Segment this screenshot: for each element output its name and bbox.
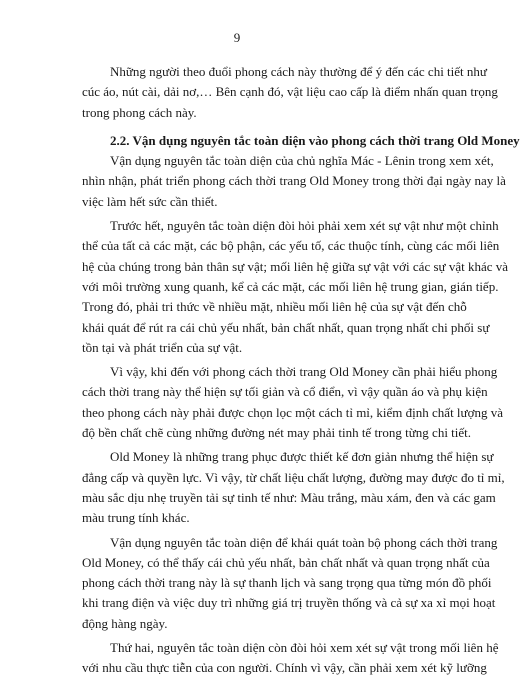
paragraph-4 [82,362,503,443]
text-line: cách thời trang này thể hiện sự tối giản và cổ điển, vì vậy quần áo và phụ kiện [82,384,488,400]
text-line: màu trung tính khác. [82,510,190,526]
text-line: hệ của chúng trong bản thân sự vật; mối liên hệ giữa sự vật với các sự vật khác và [82,258,509,274]
paragraph-1 [82,62,498,123]
text-line: màu sắc dịu nhẹ truyền tải sự tinh tế như: Màu trắng, màu xám, đen và các gam [82,489,496,505]
text-line: Vận dụng nguyên tắc toàn diện của chủ nghĩa Mác - Lênin trong xem xét, [110,153,494,169]
paragraph-6 [82,533,498,634]
text-line: theo phong cách này phải được chọn lọc một cách tỉ mỉ, kiểm định chất lượng và [82,404,503,420]
text-line: tồn tại và phát triển của sự vật. [82,339,243,355]
text-line: đẳng cấp và quyền lực. Vì vậy, từ chất liệu chất lượng, đường may được đo tỉ mỉ, [82,469,505,485]
text-line: Thứ hai, nguyên tắc toàn diện còn đòi hỏi xem xét sự vật trong mối liên hệ [110,640,499,656]
text-line: cúc áo, nút cài, dải nơ,… Bên cạnh đó, vật liệu cao cấp là điểm nhấn quan trọng [82,84,498,100]
text-line: nhìn nhận, phát triển phong cách thời trang Old Money trong thời đại ngày nay là [82,173,506,189]
text-line: trong phong cách này. [82,104,197,120]
text-line: Old Money, có thể thấy cái chủ yếu nhất, bản chất nhất và quan trọng nhất của [82,554,490,570]
text-line: khái quát để rút ra cái chủ yếu nhất, bản chất nhất, quan trọng nhất chi phối sự [82,319,490,335]
text-line: khi trang điện và việc duy trì những giá trị truyền thống và cả sự xa xỉ mọi hoạt [82,595,496,611]
text-line: động hàng ngày. [82,615,168,631]
paragraph-3 [82,216,509,358]
text-line: Vì vậy, khi đến với phong cách thời trang Old Money cần phải hiểu phong [110,364,498,380]
text-line: với nhu cầu thực tiễn của con người. Chính vì vậy, cần phải xem xét kỹ lưỡng [82,660,487,676]
text-line: việc làm hết sức cần thiết. [82,193,218,209]
paragraph-5 [82,447,505,528]
text-line: Trong đó, phải tri thức về nhiều mặt, nhiều mối liên hệ của sự vật đến chỗ [82,299,467,315]
text-line: thể của tất cả các mặt, các bộ phận, các yếu tố, các thuộc tính, cùng các mối liên [82,238,500,254]
text-line: Trước hết, nguyên tắc toàn diện đòi hỏi phải xem xét sự vật như một chỉnh [110,218,499,234]
section-heading [82,131,520,151]
page-number: 9 [233,30,241,45]
paragraph-7 [82,638,499,679]
text-line: độ bền chất chẽ cùng những đường nét may phải tinh tế trong từng chi tiết. [82,425,472,441]
text-line: Những người theo đuổi phong cách này thường để ý đến các chi tiết như [110,64,487,79]
text-line: Vận dụng nguyên tắc toàn diện để khái quát toàn bộ phong cách thời trang [110,534,498,550]
text-line: với môi trường xung quanh, kể cả các mặt, các mối liên hệ trung gian, gián tiếp. [82,278,499,294]
text-line: phong cách thời trang này là sự thanh lịch và sang trọng qua từng món đồ phối [82,575,492,591]
page-body [82,62,520,679]
paragraph-2 [82,151,506,212]
section-heading-text: 2.2. Vận dụng nguyên tắc toàn diện vào phong cách thời trang Old Money [110,132,520,148]
text-line: Old Money là những trang phục được thiết kế đơn giản nhưng thể hiện sự [110,449,494,465]
